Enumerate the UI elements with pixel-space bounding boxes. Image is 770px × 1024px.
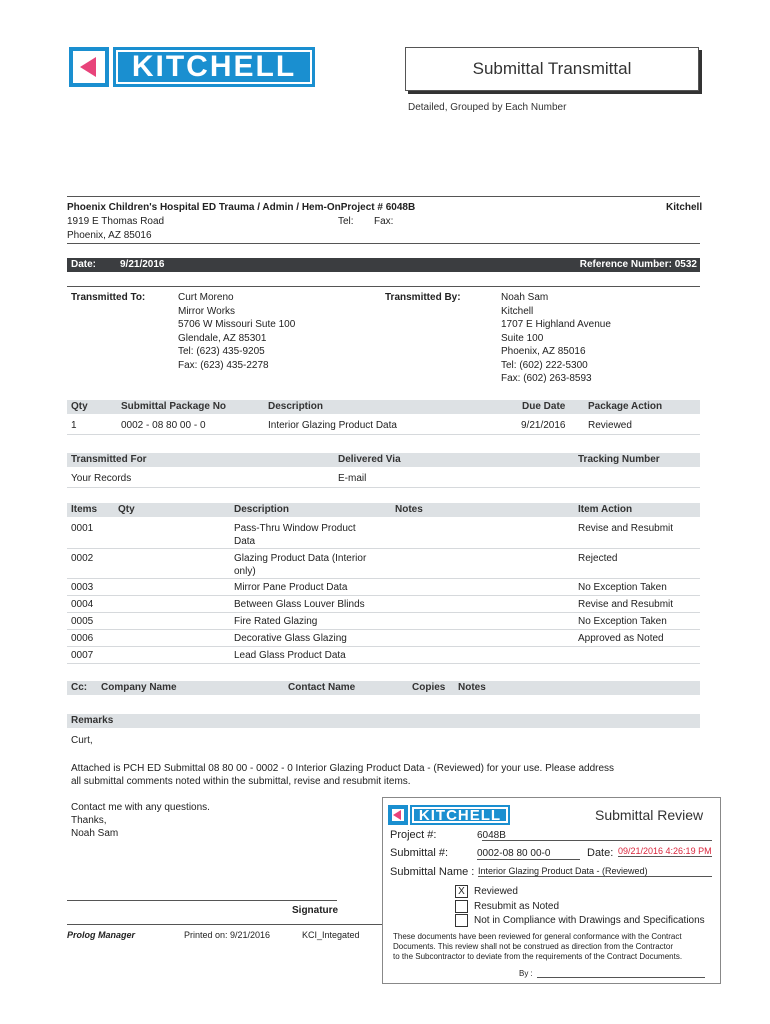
checkbox-icon[interactable]	[455, 914, 468, 927]
signature-line	[67, 900, 337, 901]
column-header: Item Action	[578, 504, 633, 515]
footer-user: KCI_Integated	[302, 930, 360, 940]
remarks-label: Remarks	[71, 715, 114, 726]
transmit-table-header	[67, 453, 700, 467]
address-line: Kitchell	[501, 305, 534, 317]
option-reviewed[interactable]	[455, 885, 518, 898]
table-cell: 0002 - 08 80 00 - 0	[121, 420, 206, 431]
remarks-closing	[71, 801, 210, 840]
table-row	[67, 550, 700, 579]
table-cell: Interior Glazing Product Data	[268, 420, 397, 431]
table-row	[67, 597, 700, 613]
item-action: Revise and Resubmit	[578, 523, 674, 534]
divider	[482, 840, 712, 841]
divider	[67, 286, 700, 287]
address-line: Phoenix, AZ 85016	[501, 346, 586, 357]
item-description: Between Glass Louver Blinds	[234, 599, 365, 610]
project-address1: 1919 E Thomas Road	[67, 216, 165, 227]
disclaimer-line: Documents. This review shall not be construed as direction from the Contractor	[393, 942, 673, 951]
item-number: 0003	[71, 582, 94, 593]
table-row	[67, 520, 700, 549]
logo-mark-icon	[69, 47, 109, 87]
address-line: Tel: (602) 222-5300	[501, 359, 588, 371]
disclaimer-line: These documents have been reviewed for general conformance with the Contract	[393, 932, 682, 941]
remarks-header	[67, 714, 700, 728]
stamp-logo	[388, 805, 510, 825]
stamp-submittal-value: 0002-08 80 00-0	[477, 848, 580, 860]
option-label: Reviewed	[474, 886, 518, 897]
project-company: Kitchell	[666, 202, 703, 213]
footer-app: Prolog Manager	[67, 930, 136, 940]
item-number: 0004	[71, 599, 94, 610]
stamp-project-value: 6048B	[477, 830, 506, 841]
reference-number: Reference Number: 0532	[579, 259, 697, 270]
item-description: Mirror Pane Product Data	[234, 582, 348, 593]
item-description: Fire Rated Glazing	[234, 616, 318, 627]
submittal-review-stamp	[382, 797, 721, 984]
column-header: Qty	[71, 401, 88, 412]
stamp-title: Submittal Review	[595, 807, 704, 823]
items-table-header	[67, 503, 700, 517]
checkbox-checked-icon[interactable]: X	[455, 885, 468, 898]
stamp-by-line	[537, 977, 705, 978]
remarks-body	[71, 762, 614, 788]
kitchell-logo	[69, 47, 315, 87]
remarks-line: Thanks,	[71, 815, 107, 826]
table-cell: Reviewed	[588, 420, 632, 431]
column-header: Tracking Number	[578, 454, 660, 465]
stamp-name-label: Submittal Name :	[390, 866, 475, 878]
item-description	[234, 522, 356, 548]
table-cell: E-mail	[338, 473, 367, 484]
address-line: Glendale, AZ 85301	[178, 332, 267, 344]
item-number: 0006	[71, 633, 94, 644]
description-line: only)	[234, 566, 256, 577]
remarks-greeting: Curt,	[71, 735, 93, 746]
address-line: 5706 W Missouri Sute 100	[178, 319, 296, 330]
remarks-line: Contact me with any questions.	[71, 802, 210, 813]
logo-wordmark: KITCHELL	[113, 47, 315, 87]
column-header: Description	[234, 504, 290, 515]
item-action: No Exception Taken	[578, 582, 667, 593]
remarks-line: all submittal comments noted within the submittal, revise and resubmit items.	[71, 776, 411, 787]
table-cell: 1	[71, 420, 77, 431]
table-row	[67, 631, 700, 647]
table-row	[67, 580, 700, 596]
column-header: Due Date	[522, 401, 566, 412]
project-name: Phoenix Children's Hospital ED Trauma / Admin / Hem-OnProject # 6048B	[67, 202, 416, 213]
divider	[67, 924, 387, 925]
column-header: Contact Name	[288, 682, 356, 693]
stamp-name-value: Interior Glazing Product Data - (Reviewed)	[478, 866, 712, 877]
item-action: No Exception Taken	[578, 616, 667, 627]
stamp-submittal-label: Submittal #:	[390, 847, 449, 859]
description-line: Pass-Thru Window Product	[234, 523, 356, 534]
table-row	[67, 614, 700, 630]
column-header: Package Action	[588, 401, 663, 412]
package-table-header	[67, 400, 700, 414]
date-label: Date:	[71, 259, 97, 270]
table-cell: 9/21/2016	[521, 420, 566, 431]
option-label: Not in Compliance with Drawings and Specifications	[474, 915, 705, 926]
stamp-date-value: 09/21/2016 4:26:19 PM	[618, 846, 712, 856]
stamp-by-label: By :	[519, 969, 533, 978]
divider	[67, 243, 700, 244]
cc-table-header	[67, 681, 700, 695]
table-row	[67, 418, 700, 435]
transmitted-by-address	[501, 291, 611, 386]
disclaimer-line: to the Subcontractor to deviate from the requirements of the Contract Documents.	[393, 952, 683, 961]
logo-mark-icon	[388, 805, 408, 825]
item-description: Lead Glass Product Data	[234, 650, 346, 661]
table-row	[67, 470, 700, 488]
transmitted-to-address	[178, 291, 295, 372]
address-line: Fax: (623) 435-2278	[178, 359, 269, 371]
address-line: Fax: (602) 263-8593	[501, 373, 592, 384]
stamp-date-label: Date:	[587, 847, 614, 859]
option-resubmit-as-noted[interactable]	[455, 900, 559, 913]
stamp-project-label: Project #:	[390, 829, 437, 841]
column-header: Cc:	[71, 682, 88, 693]
item-action: Revise and Resubmit	[578, 599, 674, 610]
logo-wordmark: KITCHELL	[410, 805, 510, 825]
date-value: 9/21/2016	[120, 259, 165, 270]
item-description	[234, 552, 366, 578]
remarks-line: Noah Sam	[71, 828, 119, 839]
remarks-line: Attached is PCH ED Submittal 08 80 00 - 0002 - 0 Interior Glazing Product Data - (Reviewed) for your use. Please address	[71, 763, 615, 774]
item-description: Decorative Glass Glazing	[234, 633, 347, 644]
item-number: 0007	[71, 650, 94, 661]
item-number: 0001	[71, 523, 94, 534]
project-fax-label: Fax:	[374, 216, 394, 227]
address-line: Suite 100	[501, 332, 544, 344]
address-line: Tel: (623) 435-9205	[178, 346, 265, 357]
column-header: Notes	[458, 682, 486, 693]
address-line: Noah Sam	[501, 292, 549, 303]
item-action: Approved as Noted	[578, 633, 664, 644]
item-number: 0005	[71, 616, 94, 627]
date-band	[67, 258, 700, 272]
description-line: Data	[234, 536, 256, 547]
project-address2: Phoenix, AZ 85016	[67, 230, 152, 241]
column-header: Delivered Via	[338, 454, 401, 465]
address-line: 1707 E Highland Avenue	[501, 319, 611, 330]
column-header: Company Name	[101, 682, 177, 693]
table-cell: Your Records	[71, 473, 132, 484]
item-number: 0002	[71, 553, 94, 564]
column-header: Items	[71, 504, 98, 515]
address-line: Mirror Works	[178, 305, 236, 317]
item-action: Rejected	[578, 553, 618, 564]
divider	[67, 196, 700, 197]
option-label: Resubmit as Noted	[474, 901, 560, 912]
footer-printed: Printed on: 9/21/2016	[184, 930, 271, 940]
page-title: Submittal Transmittal	[405, 47, 699, 91]
table-row	[67, 648, 700, 664]
column-header: Qty	[118, 504, 135, 515]
column-header: Notes	[395, 504, 423, 515]
transmitted-to-label: Transmitted To:	[71, 292, 146, 303]
column-header: Description	[268, 401, 324, 412]
description-line: Glazing Product Data (Interior	[234, 553, 367, 564]
page-subtitle: Detailed, Grouped by Each Number	[408, 102, 567, 113]
stamp-disclaimer	[393, 932, 682, 962]
address-line: Curt Moreno	[178, 292, 234, 303]
column-header: Copies	[412, 682, 446, 693]
signature-label: Signature	[292, 905, 339, 916]
checkbox-icon[interactable]	[455, 900, 468, 913]
option-not-in-compliance[interactable]	[455, 914, 705, 927]
column-header: Submittal Package No	[121, 401, 227, 412]
column-header: Transmitted For	[71, 454, 147, 465]
transmitted-by-label: Transmitted By:	[385, 292, 461, 303]
project-tel-label: Tel:	[338, 216, 354, 227]
